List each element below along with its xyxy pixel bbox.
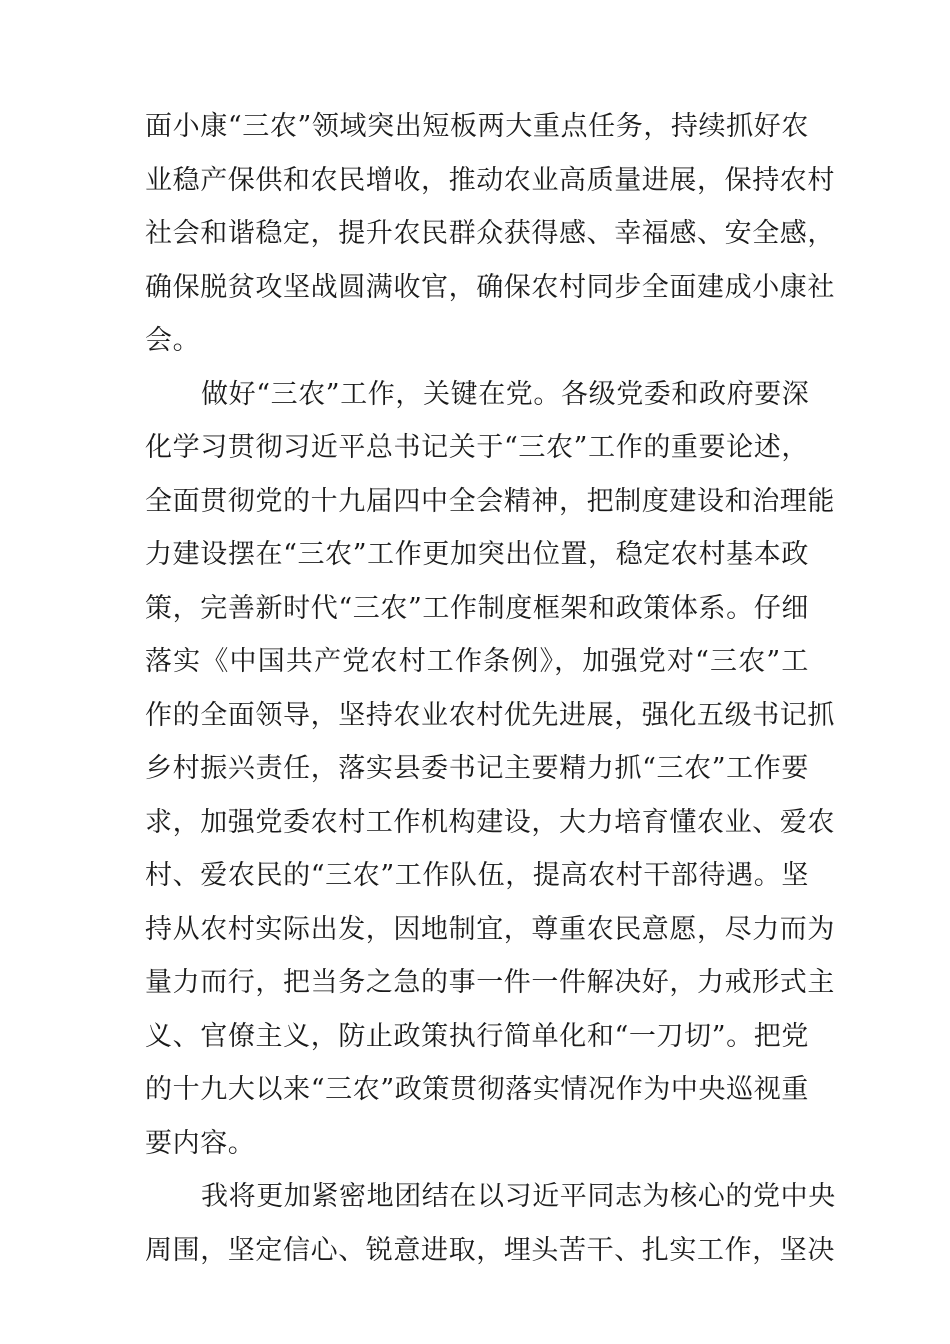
text-line: 义、官僚主义，防止政策执行简单化和“一刀切”。把党 bbox=[145, 1020, 809, 1052]
text-line: 策，完善新时代“三农”工作制度框架和政策体系。仔细 bbox=[145, 592, 809, 624]
text-line: 周围，坚定信心、锐意进取，埋头苦干、扎实工作，坚决 bbox=[145, 1234, 835, 1266]
text-line: 乡村振兴责任，落实县委书记主要精力抓“三农”工作要 bbox=[145, 753, 809, 784]
text-line: 持从农村实际出发，因地制宜，尊重农民意愿，尽力而为 bbox=[145, 913, 835, 945]
text-line: 社会和谐稳定，提升农民群众获得感、幸福感、安全感， bbox=[145, 218, 835, 249]
body-text bbox=[145, 100, 836, 1277]
text-line: 做好“三农”工作，关键在党。各级党委和政府要深 bbox=[201, 378, 810, 410]
text-line: 会。 bbox=[145, 325, 201, 356]
text-line: 力建设摆在“三农”工作更加突出位置，稳定农村基本政 bbox=[145, 539, 809, 570]
text-line: 面小康“三农”领域突出短板两大重点任务，持续抓好农 bbox=[145, 111, 809, 142]
text-line: 化学习贯彻习近平总书记关于“三农”工作的重要论述， bbox=[145, 432, 809, 463]
paragraph-3 bbox=[145, 1170, 836, 1277]
text-line: 的十九大以来“三农”政策贯彻落实情况作为中央巡视重 bbox=[145, 1074, 809, 1105]
text-line: 落实《中国共产党农村工作条例》，加强党对“三农”工 bbox=[145, 646, 809, 677]
paragraph-2 bbox=[145, 368, 835, 1171]
text-line: 作的全面领导，坚持农业农村优先进展，强化五级书记抓 bbox=[145, 699, 835, 731]
text-line: 要内容。 bbox=[145, 1127, 256, 1159]
text-line: 全面贯彻党的十九届四中全会精神，把制度建设和治理能 bbox=[145, 485, 835, 517]
text-line: 量力而行，把当务之急的事一件一件解决好，力戒形式主 bbox=[145, 967, 835, 998]
text-line: 求，加强党委农村工作机构建设，大力培育懂农业、爱农 bbox=[145, 806, 835, 838]
text-line: 我将更加紧密地团结在以习近平同志为核心的党中央 bbox=[201, 1181, 836, 1212]
paragraph-1 bbox=[145, 100, 835, 368]
text-line: 确保脱贫攻坚战圆满收官，确保农村同步全面建成小康社 bbox=[145, 271, 835, 303]
text-line: 业稳产保供和农民增收，推动农业高质量进展，保持农村 bbox=[145, 164, 835, 196]
text-line: 村、爱农民的“三农”工作队伍，提高农村干部待遇。坚 bbox=[145, 860, 809, 891]
